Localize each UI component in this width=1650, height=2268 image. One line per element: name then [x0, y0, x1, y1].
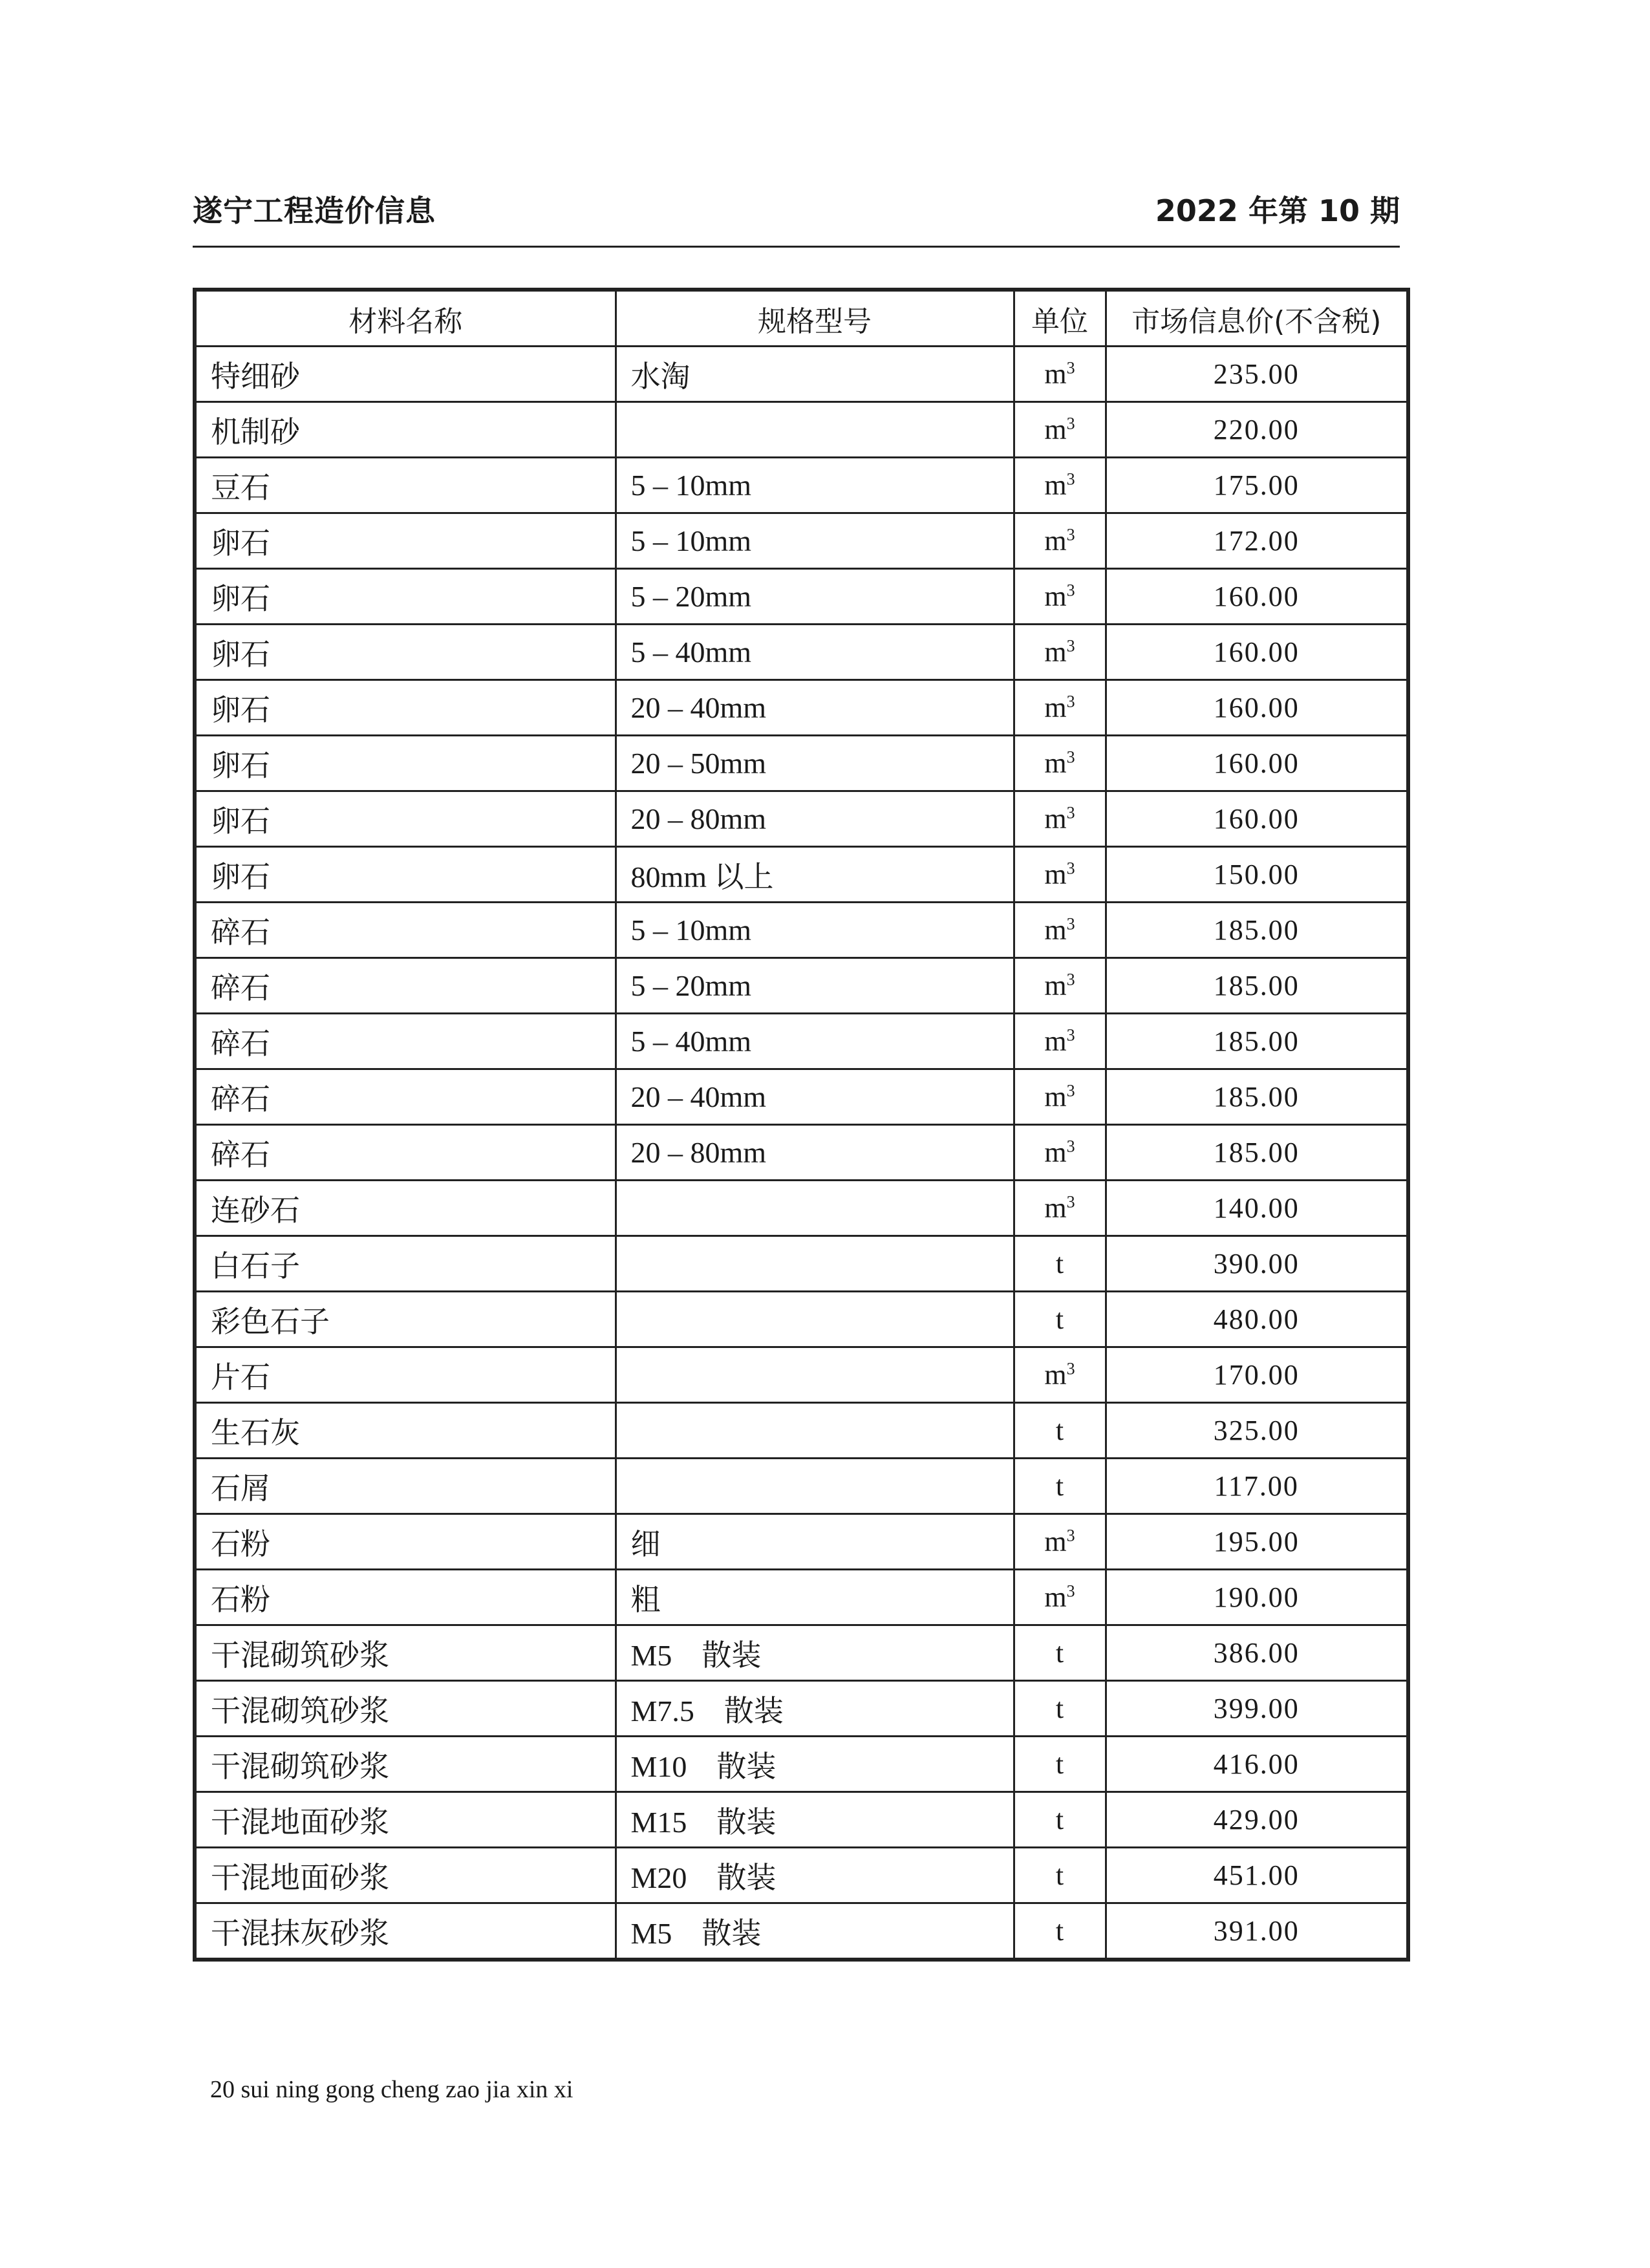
unit-base: m: [1044, 1359, 1067, 1391]
material-name-cell: 彩色石子: [195, 1292, 616, 1347]
unit-cell: [1014, 680, 1106, 736]
spec-cell: [616, 1181, 1014, 1236]
unit-superscript: 3: [1066, 636, 1075, 656]
material-price-table: [193, 288, 1410, 1962]
spec-cell: [616, 1403, 1014, 1459]
price-cell: 190.00: [1106, 1570, 1408, 1625]
material-name-cell: 碎石: [195, 1014, 616, 1069]
table-row: [195, 1848, 1408, 1903]
spec-cell: 5 – 10mm: [616, 513, 1014, 569]
spec-cell: 细: [616, 1514, 1014, 1570]
table-row: [195, 680, 1408, 736]
unit-superscript: 3: [1066, 692, 1075, 711]
unit-base: m: [1044, 914, 1067, 946]
price-cell: 160.00: [1106, 791, 1408, 847]
unit-base: m: [1044, 414, 1067, 445]
material-name-cell: 碎石: [195, 1069, 616, 1125]
unit-cell: [1014, 1792, 1106, 1848]
spec-cell: 20 – 80mm: [616, 1125, 1014, 1181]
unit-base: t: [1055, 1415, 1064, 1446]
price-cell: 429.00: [1106, 1792, 1408, 1848]
unit-base: t: [1055, 1303, 1064, 1335]
unit-base: m: [1044, 1526, 1067, 1557]
material-name-cell: 碎石: [195, 958, 616, 1014]
spec-cell: 5 – 10mm: [616, 903, 1014, 958]
unit-cell: [1014, 513, 1106, 569]
spec-cell: 5 – 10mm: [616, 458, 1014, 513]
unit-cell: [1014, 1514, 1106, 1570]
price-cell: 185.00: [1106, 958, 1408, 1014]
material-name-cell: 碎石: [195, 903, 616, 958]
column-header-spec: 规格型号: [616, 290, 1014, 347]
material-name-cell: 豆石: [195, 458, 616, 513]
unit-base: m: [1044, 636, 1067, 668]
table-row: [195, 1236, 1408, 1292]
price-cell: 399.00: [1106, 1681, 1408, 1737]
unit-cell: [1014, 569, 1106, 625]
unit-cell: [1014, 625, 1106, 680]
unit-superscript: 3: [1066, 914, 1075, 934]
unit-cell: [1014, 1681, 1106, 1737]
spec-cell: 80mm 以上: [616, 847, 1014, 903]
unit-cell: [1014, 1459, 1106, 1514]
unit-superscript: 3: [1066, 747, 1075, 767]
price-cell: 160.00: [1106, 736, 1408, 791]
table-header: [195, 290, 1408, 347]
unit-cell: [1014, 1903, 1106, 1960]
table-row: [195, 791, 1408, 847]
table-row: [195, 1125, 1408, 1181]
material-name-cell: 连砂石: [195, 1181, 616, 1236]
spec-cell: M20 散装: [616, 1848, 1014, 1903]
price-cell: 235.00: [1106, 347, 1408, 402]
unit-cell: [1014, 1125, 1106, 1181]
unit-base: m: [1044, 1192, 1067, 1224]
page-footer: 20 sui ning gong cheng zao jia xin xi: [210, 2076, 573, 2103]
unit-base: m: [1044, 581, 1067, 612]
price-cell: 390.00: [1106, 1236, 1408, 1292]
spec-cell: 5 – 20mm: [616, 958, 1014, 1014]
unit-superscript: 3: [1066, 1581, 1075, 1601]
spec-cell: M15 散装: [616, 1792, 1014, 1848]
price-cell: 185.00: [1106, 1014, 1408, 1069]
unit-cell: [1014, 402, 1106, 458]
table-row: [195, 625, 1408, 680]
unit-superscript: 3: [1066, 358, 1075, 378]
unit-superscript: 3: [1066, 469, 1075, 489]
unit-superscript: 3: [1066, 1526, 1075, 1545]
price-cell: 185.00: [1106, 903, 1408, 958]
table-row: [195, 1347, 1408, 1403]
table-body: [195, 347, 1408, 1960]
table-row: [195, 1292, 1408, 1347]
price-cell: 185.00: [1106, 1069, 1408, 1125]
table-row: [195, 347, 1408, 402]
table-row: [195, 847, 1408, 903]
material-name-cell: 干混砌筑砂浆: [195, 1681, 616, 1737]
unit-cell: [1014, 1069, 1106, 1125]
unit-base: t: [1055, 1693, 1064, 1724]
material-name-cell: 卵石: [195, 569, 616, 625]
spec-cell: M5 散装: [616, 1625, 1014, 1681]
material-name-cell: 生石灰: [195, 1403, 616, 1459]
unit-base: t: [1055, 1859, 1064, 1891]
unit-base: m: [1044, 970, 1067, 1001]
unit-base: t: [1055, 1804, 1064, 1835]
unit-superscript: 3: [1066, 525, 1075, 544]
table-row: [195, 1903, 1408, 1960]
unit-base: m: [1044, 1137, 1067, 1168]
unit-base: t: [1055, 1915, 1064, 1947]
unit-base: m: [1044, 803, 1067, 835]
spec-cell: [616, 1292, 1014, 1347]
material-name-cell: 石粉: [195, 1570, 616, 1625]
spec-cell: [616, 402, 1014, 458]
unit-cell: [1014, 1014, 1106, 1069]
material-name-cell: 机制砂: [195, 402, 616, 458]
column-header-unit: 单位: [1014, 290, 1106, 347]
unit-superscript: 3: [1066, 803, 1075, 822]
price-cell: 140.00: [1106, 1181, 1408, 1236]
unit-cell: [1014, 1181, 1106, 1236]
table-row: [195, 1014, 1408, 1069]
unit-base: t: [1055, 1470, 1064, 1502]
spec-cell: [616, 1347, 1014, 1403]
unit-superscript: 3: [1066, 859, 1075, 878]
unit-base: m: [1044, 859, 1067, 890]
price-cell: 150.00: [1106, 847, 1408, 903]
spec-cell: 5 – 40mm: [616, 1014, 1014, 1069]
table-row: [195, 1792, 1408, 1848]
unit-superscript: 3: [1066, 1081, 1075, 1100]
table-row: [195, 1681, 1408, 1737]
material-name-cell: 干混砌筑砂浆: [195, 1737, 616, 1792]
column-header-name: 材料名称: [195, 290, 616, 347]
material-name-cell: 卵石: [195, 513, 616, 569]
unit-cell: [1014, 1292, 1106, 1347]
price-cell: 416.00: [1106, 1737, 1408, 1792]
unit-base: m: [1044, 469, 1067, 501]
unit-superscript: 3: [1066, 1359, 1075, 1378]
price-cell: 451.00: [1106, 1848, 1408, 1903]
table-row: [195, 569, 1408, 625]
table-row: [195, 1514, 1408, 1570]
table-header-row: [195, 290, 1408, 347]
unit-cell: [1014, 1625, 1106, 1681]
price-cell: 386.00: [1106, 1625, 1408, 1681]
material-name-cell: 卵石: [195, 625, 616, 680]
spec-cell: [616, 1236, 1014, 1292]
table-row: [195, 1570, 1408, 1625]
spec-cell: 5 – 40mm: [616, 625, 1014, 680]
unit-base: t: [1055, 1637, 1064, 1669]
table-row: [195, 1459, 1408, 1514]
spec-cell: 水淘: [616, 347, 1014, 402]
material-name-cell: 干混抹灰砂浆: [195, 1903, 616, 1960]
material-name-cell: 石屑: [195, 1459, 616, 1514]
spec-cell: M7.5 散装: [616, 1681, 1014, 1737]
unit-superscript: 3: [1066, 1137, 1075, 1156]
spec-cell: M5 散装: [616, 1903, 1014, 1960]
unit-base: m: [1044, 525, 1067, 557]
publication-title: 遂宁工程造价信息: [193, 193, 436, 228]
column-header-price: 市场信息价(不含税): [1106, 290, 1408, 347]
unit-superscript: 3: [1066, 1192, 1075, 1212]
table-row: [195, 1181, 1408, 1236]
unit-base: m: [1044, 692, 1067, 723]
price-cell: 160.00: [1106, 680, 1408, 736]
material-name-cell: 卵石: [195, 847, 616, 903]
price-cell: 160.00: [1106, 569, 1408, 625]
price-cell: 172.00: [1106, 513, 1408, 569]
unit-base: m: [1044, 1025, 1067, 1057]
price-cell: 185.00: [1106, 1125, 1408, 1181]
spec-cell: M10 散装: [616, 1737, 1014, 1792]
spec-cell: [616, 1459, 1014, 1514]
price-cell: 480.00: [1106, 1292, 1408, 1347]
unit-cell: [1014, 958, 1106, 1014]
table-row: [195, 1737, 1408, 1792]
table-row: [195, 1403, 1408, 1459]
material-name-cell: 白石子: [195, 1236, 616, 1292]
material-name-cell: 干混地面砂浆: [195, 1848, 616, 1903]
spec-cell: 5 – 20mm: [616, 569, 1014, 625]
material-name-cell: 卵石: [195, 736, 616, 791]
price-cell: 391.00: [1106, 1903, 1408, 1960]
material-name-cell: 片石: [195, 1347, 616, 1403]
price-cell: 195.00: [1106, 1514, 1408, 1570]
unit-base: m: [1044, 358, 1067, 390]
material-name-cell: 特细砂: [195, 347, 616, 402]
unit-superscript: 3: [1066, 1025, 1075, 1045]
price-cell: 170.00: [1106, 1347, 1408, 1403]
unit-cell: [1014, 1737, 1106, 1792]
unit-cell: [1014, 458, 1106, 513]
material-name-cell: 干混砌筑砂浆: [195, 1625, 616, 1681]
unit-base: m: [1044, 747, 1067, 779]
unit-base: m: [1044, 1581, 1067, 1613]
unit-base: t: [1055, 1748, 1064, 1780]
table-row: [195, 1625, 1408, 1681]
material-name-cell: 石粉: [195, 1514, 616, 1570]
unit-base: t: [1055, 1248, 1064, 1279]
unit-cell: [1014, 847, 1106, 903]
unit-superscript: 3: [1066, 970, 1075, 989]
spec-cell: 20 – 50mm: [616, 736, 1014, 791]
unit-cell: [1014, 347, 1106, 402]
unit-superscript: 3: [1066, 414, 1075, 433]
table-row: [195, 1069, 1408, 1125]
unit-superscript: 3: [1066, 581, 1075, 600]
material-name-cell: 卵石: [195, 791, 616, 847]
material-name-cell: 碎石: [195, 1125, 616, 1181]
table-row: [195, 903, 1408, 958]
unit-cell: [1014, 791, 1106, 847]
issue-number: 2022 年第 10 期: [1155, 193, 1400, 228]
unit-cell: [1014, 1236, 1106, 1292]
table-row: [195, 958, 1408, 1014]
unit-base: m: [1044, 1081, 1067, 1113]
unit-cell: [1014, 736, 1106, 791]
spec-cell: 粗: [616, 1570, 1014, 1625]
price-cell: 220.00: [1106, 402, 1408, 458]
unit-cell: [1014, 1403, 1106, 1459]
price-cell: 117.00: [1106, 1459, 1408, 1514]
table-row: [195, 736, 1408, 791]
spec-cell: 20 – 40mm: [616, 680, 1014, 736]
unit-cell: [1014, 903, 1106, 958]
spec-cell: 20 – 80mm: [616, 791, 1014, 847]
spec-cell: 20 – 40mm: [616, 1069, 1014, 1125]
table-row: [195, 513, 1408, 569]
price-cell: 325.00: [1106, 1403, 1408, 1459]
unit-cell: [1014, 1848, 1106, 1903]
header-divider: [193, 246, 1400, 248]
price-cell: 160.00: [1106, 625, 1408, 680]
unit-cell: [1014, 1570, 1106, 1625]
price-cell: 175.00: [1106, 458, 1408, 513]
material-name-cell: 干混地面砂浆: [195, 1792, 616, 1848]
unit-cell: [1014, 1347, 1106, 1403]
table-row: [195, 402, 1408, 458]
table-row: [195, 458, 1408, 513]
material-name-cell: 卵石: [195, 680, 616, 736]
